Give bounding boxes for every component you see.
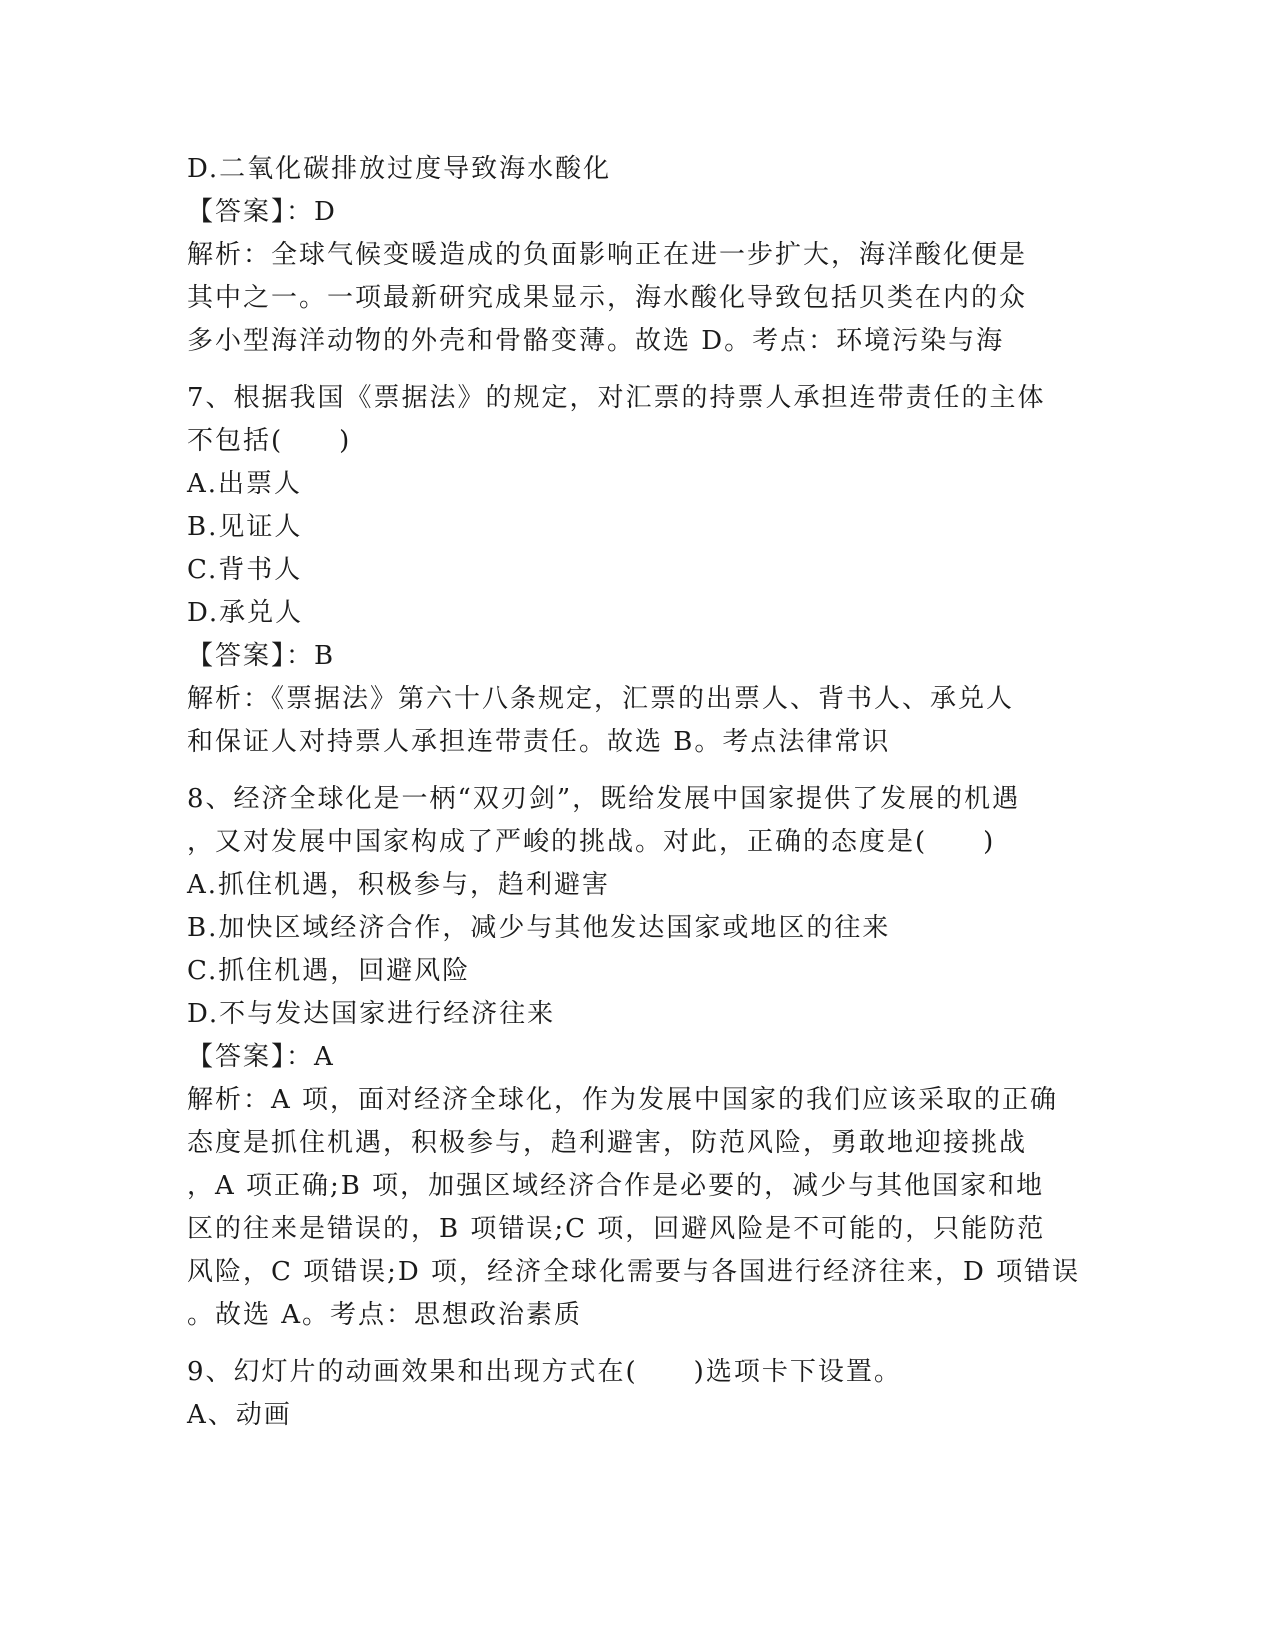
question-7 (187, 377, 1087, 764)
page-content (187, 148, 1087, 1437)
spacer (187, 363, 1087, 377)
q8-option-b: B.加快区域经济合作，减少与其他发达国家或地区的往来 (187, 913, 891, 943)
q7-stem-line-1: 7、根据我国《票据法》的规定，对汇票的持票人承担连带责任的主体 (187, 383, 1046, 413)
q8-stem-line-2: ，又对发展中国家构成了严峻的挑战。对此，正确的态度是( ) (187, 827, 996, 857)
q7-explanation-line-1: 解析：《票据法》第六十八条规定，汇票的出票人、背书人、承兑人 (187, 684, 1015, 714)
q9-stem-line-1: 9、幻灯片的动画效果和出现方式在( )选项卡下设置。 (187, 1357, 902, 1387)
q7-explanation-line-2: 和保证人对持票人承担连带责任。故选 B。考点法律常识 (187, 727, 891, 757)
q7-answer: 【答案】：B (187, 641, 336, 671)
question-6-tail (187, 148, 1087, 363)
q6-explanation-line-1: 解析：全球气候变暖造成的负面影响正在进一步扩大，海洋酸化便是 (187, 240, 1028, 270)
q7-option-a: A.出票人 (187, 469, 303, 499)
q8-explanation-line-4: 区的往来是错误的，B 项错误;C 项，回避风险是不可能的，只能防范 (187, 1214, 1046, 1244)
q8-answer: 【答案】：A (187, 1042, 335, 1072)
q6-explanation-line-3: 多小型海洋动物的外壳和骨骼变薄。故选 D。考点：环境污染与海 (187, 326, 1005, 356)
question-8 (187, 778, 1087, 1337)
q6-option-d: D.二氧化碳排放过度导致海水酸化 (187, 154, 612, 184)
q7-option-c: C.背书人 (187, 555, 303, 585)
q8-explanation-line-3: ，A 项正确;B 项，加强区域经济合作是必要的，减少与其他国家和地 (187, 1171, 1045, 1201)
q9-option-a: A、动画 (187, 1400, 292, 1430)
q7-option-b: B.见证人 (187, 512, 303, 542)
q8-explanation-line-5: 风险，C 项错误;D 项，经济全球化需要与各国进行经济往来，D 项错误 (187, 1257, 1081, 1287)
q7-option-d: D.承兑人 (187, 598, 304, 628)
q8-explanation-line-6: 。故选 A。考点：思想政治素质 (187, 1300, 583, 1330)
spacer (187, 764, 1087, 778)
q8-option-a: A.抓住机遇，积极参与，趋利避害 (187, 870, 611, 900)
q6-explanation-line-2: 其中之一。一项最新研究成果显示，海水酸化导致包括贝类在内的众 (187, 283, 1028, 313)
question-9 (187, 1351, 1087, 1437)
q8-option-c: C.抓住机遇，回避风险 (187, 956, 471, 986)
q8-stem-line-1: 8、经济全球化是一柄“双刃剑”，既给发展中国家提供了发展的机遇 (187, 784, 1021, 814)
q8-explanation-line-2: 态度是抓住机遇，积极参与，趋利避害，防范风险，勇敢地迎接挑战 (187, 1128, 1028, 1158)
q6-answer: 【答案】：D (187, 197, 337, 227)
q7-stem-line-2: 不包括( ) (187, 426, 352, 456)
q8-explanation-line-1: 解析：A 项，面对经济全球化，作为发展中国家的我们应该采取的正确 (187, 1085, 1059, 1115)
spacer (187, 1337, 1087, 1351)
q8-option-d: D.不与发达国家进行经济往来 (187, 999, 556, 1029)
